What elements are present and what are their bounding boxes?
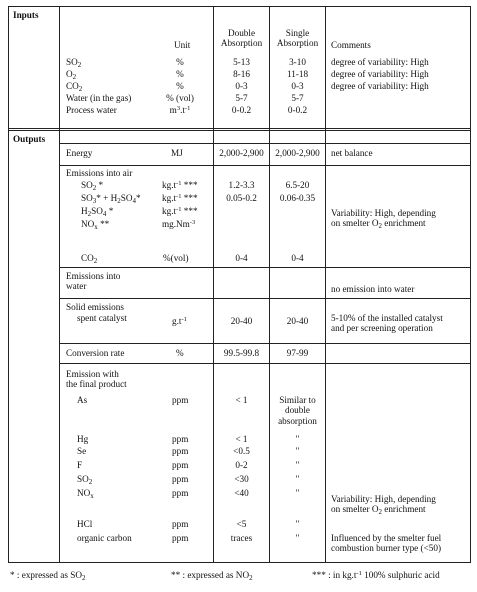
conversion-rate-label: Conversion rate <box>66 348 125 358</box>
final-single: " <box>295 434 300 444</box>
input-comment: degree of variability: High <box>331 57 429 67</box>
input-double: 0-3 <box>235 81 248 91</box>
air-param: $SO_2$ * <box>81 180 104 192</box>
input-param: $SO_2$ <box>66 57 82 69</box>
hcl-double: <5 <box>236 519 247 529</box>
organic-carbon-single: " <box>295 533 300 543</box>
final-double: <0.5 <box>233 446 250 456</box>
final-param: Se <box>77 446 87 456</box>
co2-air-double: 0-4 <box>235 253 248 263</box>
final-double: <30 <box>234 474 249 484</box>
spent-catalyst-label: spent catalyst <box>77 313 127 323</box>
input-unit: % <box>176 81 184 91</box>
input-double: 0-0.2 <box>231 105 252 115</box>
fuel-comment: Influenced by the smelter fuel combustion burner type (<50) <box>331 533 442 554</box>
energy-unit: MJ <box>171 148 183 158</box>
inputs-heading: Inputs <box>13 10 39 20</box>
air-unit: $mg.Nm^{-3}$ <box>162 219 196 229</box>
input-comment: degree of variability: High <box>331 81 429 91</box>
air-double: 1.2-3.3 <box>228 180 255 190</box>
final-unit: ppm <box>172 460 189 470</box>
as-unit: ppm <box>172 395 189 405</box>
conversion-rate-unit: % <box>176 348 184 358</box>
footnote-sulphuric-acid: *** : in $kg.t^{-1}$ 100% sulphuric acid <box>312 570 440 580</box>
input-unit: % (vol) <box>166 93 194 103</box>
input-param: $O_2$ <box>66 69 77 81</box>
hcl-single: " <box>295 519 300 529</box>
air-unit: $kg.t^{-1}$ *** <box>162 206 198 216</box>
water-comment: no emission into water <box>331 284 415 294</box>
final-param: Hg <box>77 434 89 444</box>
as-label: As <box>77 395 88 405</box>
spent-catalyst-double: 20-40 <box>230 316 253 326</box>
solid-emissions-title: Solid emissions <box>66 302 124 312</box>
hcl-unit: ppm <box>172 519 189 529</box>
final-single: " <box>295 460 300 470</box>
final-product-title: Emission with the final product <box>66 369 127 390</box>
final-unit: ppm <box>172 434 189 444</box>
final-single: " <box>295 446 300 456</box>
co2-air-unit: %(vol) <box>163 253 189 263</box>
final-single: " <box>295 474 300 484</box>
final-unit: ppm <box>172 488 189 498</box>
input-single: 0-3 <box>291 81 304 91</box>
final-unit: ppm <box>172 446 189 456</box>
air-single: 6.5-20 <box>285 180 310 190</box>
air-unit: $kg.t^{-1}$ *** <box>162 193 198 203</box>
outputs-heading: Outputs <box>13 134 46 144</box>
input-single: 5-7 <box>291 93 304 103</box>
input-param: Process water <box>66 105 117 115</box>
input-single: 3-10 <box>289 57 306 67</box>
hcl-label: HCl <box>77 519 93 529</box>
air-nox-comment: Variability: High, depending on smelter $O_2$ enrichment <box>331 208 436 231</box>
final-nox-comment: Variability: High, depending on smelter $O_2$ enrichment <box>331 494 436 517</box>
input-single: 11-18 <box>286 69 309 79</box>
air-emissions-title: Emissions into air <box>66 168 133 178</box>
final-single: " <box>295 488 300 498</box>
final-param: $SO_2$ <box>77 474 93 486</box>
co2-air-single: 0-4 <box>291 253 304 263</box>
conversion-rate-single: 97-99 <box>286 348 309 358</box>
air-param: $NO_x$ ** <box>81 219 110 231</box>
input-comment: degree of variability: High <box>331 69 429 79</box>
input-param: Water (in the gas) <box>66 93 132 103</box>
footnote-so2: * : expressed as $SO_2$ <box>10 570 86 582</box>
energy-double: 2,000-2,900 <box>219 148 264 158</box>
air-double: 0.05-0.2 <box>226 193 257 203</box>
input-unit: $m^3.t^{-1}$ <box>169 105 191 115</box>
air-single: 0.06-0.35 <box>279 193 316 203</box>
energy-single: 2,000-2,900 <box>275 148 320 158</box>
final-param: F <box>77 460 83 470</box>
as-single: Similar to double absorption <box>278 395 317 426</box>
unit-header: Unit <box>174 40 191 50</box>
conversion-rate-double: 99.5-99.8 <box>223 348 260 358</box>
air-param: $H_2SO_4$ * <box>81 206 114 218</box>
co2-air-label: $CO_2$ <box>81 253 98 265</box>
air-param: $SO_3* + H_2SO_4*$ <box>81 193 141 205</box>
as-double: < 1 <box>235 395 248 405</box>
input-param: $CO_2$ <box>66 81 83 93</box>
footnote-no2: ** : expressed as $NO_2$ <box>171 570 253 582</box>
comments-header: Comments <box>331 40 371 50</box>
energy-label: Energy <box>66 148 93 158</box>
input-unit: % <box>176 69 184 79</box>
spent-catalyst-comment: 5-10% of the installed catalyst and per screening operation <box>331 313 443 334</box>
input-unit: % <box>176 57 184 67</box>
final-double: <40 <box>234 488 249 498</box>
organic-carbon-unit: ppm <box>172 533 189 543</box>
input-double: 5-13 <box>233 57 250 67</box>
input-double: 5-7 <box>235 93 248 103</box>
spent-catalyst-unit: $g.t^{-1}$ <box>172 316 187 326</box>
organic-carbon-label: organic carbon <box>77 533 132 543</box>
water-emissions-title: Emissions into water <box>66 271 121 292</box>
air-unit: $kg.t^{-1}$ *** <box>162 180 198 190</box>
final-double: 0-2 <box>235 460 248 470</box>
input-double: 8-16 <box>233 69 250 79</box>
final-double: < 1 <box>235 434 248 444</box>
final-unit: ppm <box>172 474 189 484</box>
double-absorption-header: Double Absorption <box>220 28 263 49</box>
final-param: $NO_x$ <box>77 488 94 500</box>
spent-catalyst-single: 20-40 <box>286 316 309 326</box>
organic-carbon-double: traces <box>230 533 253 543</box>
single-absorption-header: Single Absorption <box>276 28 319 49</box>
input-single: 0-0.2 <box>287 105 308 115</box>
energy-comment: net balance <box>331 148 373 158</box>
